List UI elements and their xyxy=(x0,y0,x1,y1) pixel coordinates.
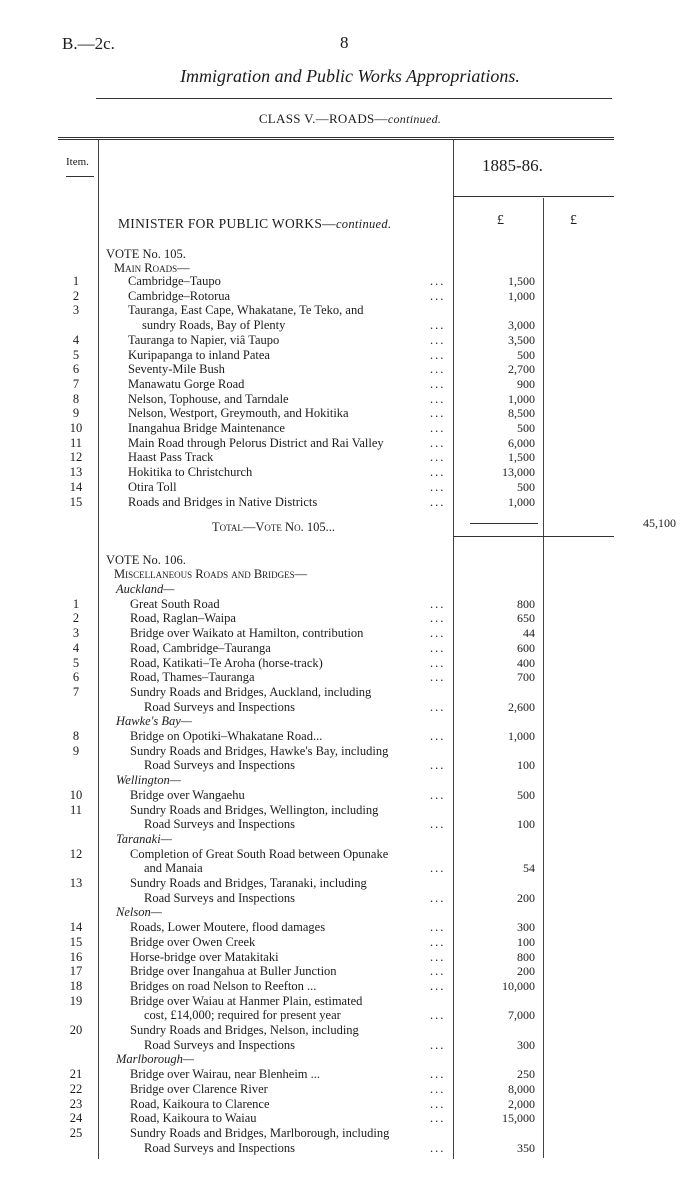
item-number: 3 xyxy=(72,303,80,318)
leader-dots: ... xyxy=(430,406,446,421)
table-top-rule-2 xyxy=(58,139,614,140)
item-description: Completion of Great South Road between Opunake xyxy=(130,846,389,861)
item-number: 18 xyxy=(69,978,83,993)
item-number: 15 xyxy=(69,494,83,509)
item-description-continued: Road Surveys and Inspections xyxy=(144,1037,296,1052)
item-description: Tauranga, East Cape, Whakatane, Te Teko, and xyxy=(128,303,364,318)
leader-dots: ... xyxy=(430,949,446,964)
item-amount: 900 xyxy=(517,376,535,391)
leader-dots: ... xyxy=(430,376,446,391)
item-description: Main Road through Pelorus District and Rai Valley xyxy=(128,435,384,450)
vote-106-title: VOTE No. 106. xyxy=(106,553,186,567)
table-top-rule xyxy=(58,137,614,138)
item-description: Road, Thames–Tauranga xyxy=(130,670,255,685)
item-amount: 1,000 xyxy=(508,288,535,303)
item-amount: 100 xyxy=(517,817,535,832)
item-number: 4 xyxy=(72,332,80,347)
class-heading: CLASS V.—ROADS—continued. xyxy=(258,111,442,126)
item-number: 5 xyxy=(72,347,80,362)
item-description: Nelson, Westport, Greymouth, and Hokitika xyxy=(128,406,349,421)
item-description: Road, Raglan–Waipa xyxy=(130,611,236,626)
item-description: Road, Kaikoura to Clarence xyxy=(130,1096,270,1111)
vote-105-title: VOTE No. 105. xyxy=(106,247,186,261)
item-number: 17 xyxy=(69,964,83,979)
item-amount: 500 xyxy=(517,479,535,494)
leader-dots: ... xyxy=(430,362,446,377)
ministry-heading: MINISTER FOR PUBLIC WORKS—continued. xyxy=(118,216,392,231)
leader-dots: ... xyxy=(430,1140,446,1155)
item-column-divider xyxy=(98,139,99,1159)
leader-dots: ... xyxy=(430,611,446,626)
item-description: Road, Kaikoura to Waiau xyxy=(130,1111,257,1126)
item-amount: 100 xyxy=(517,758,535,773)
item-amount: 200 xyxy=(517,890,535,905)
item-description-continued: Road Surveys and Inspections xyxy=(144,817,296,832)
leader-dots: ... xyxy=(430,1008,446,1023)
leader-dots: ... xyxy=(430,817,446,832)
region-heading: Marlborough— xyxy=(116,1052,195,1067)
item-number: 15 xyxy=(69,934,83,949)
item-description: Kuripapanga to inland Patea xyxy=(128,347,270,362)
item-description-continued: Road Surveys and Inspections xyxy=(144,890,296,905)
leader-dots: ... xyxy=(430,920,446,935)
title-rule xyxy=(96,98,612,99)
document-reference: B.—2c. xyxy=(62,34,115,53)
item-description: Horse-bridge over Matakitaki xyxy=(130,949,279,964)
item-number: 20 xyxy=(69,1023,83,1037)
item-number: 8 xyxy=(72,729,80,743)
item-number: 6 xyxy=(72,362,80,377)
item-description: Bridge over Wangaehu xyxy=(130,787,245,802)
item-number: 13 xyxy=(69,465,83,480)
item-header-rule xyxy=(66,176,94,177)
item-description: Bridge over Clarence River xyxy=(130,1081,268,1096)
item-description-continued: Road Surveys and Inspections xyxy=(144,758,296,773)
vote-105-end-rule xyxy=(453,536,614,537)
leader-dots: ... xyxy=(430,1067,446,1082)
item-description: Cambridge–Rotorua xyxy=(128,288,231,303)
leader-dots: ... xyxy=(430,421,446,435)
item-description: Nelson, Tophouse, and Tarndale xyxy=(128,391,289,406)
item-number: 7 xyxy=(72,376,80,391)
item-number: 1 xyxy=(72,596,80,611)
leader-dots: ... xyxy=(430,861,446,876)
item-number: 10 xyxy=(69,421,83,435)
item-number: 10 xyxy=(69,787,83,802)
item-number: 19 xyxy=(69,993,83,1008)
leader-dots: ... xyxy=(430,347,446,362)
leader-dots: ... xyxy=(430,655,446,670)
item-description: Sundry Roads and Bridges, Auckland, including xyxy=(130,684,372,699)
item-number: 16 xyxy=(69,949,83,964)
item-amount: 1,000 xyxy=(508,391,535,406)
leader-dots: ... xyxy=(430,494,446,509)
leader-dots: ... xyxy=(430,626,446,641)
item-amount: 700 xyxy=(517,670,535,685)
leader-dots: ... xyxy=(430,332,446,347)
item-number: 4 xyxy=(72,640,80,655)
leader-dots: ... xyxy=(430,391,446,406)
leader-dots: ... xyxy=(430,964,446,979)
leader-dots: ... xyxy=(430,288,446,303)
item-description: Hokitika to Christchurch xyxy=(128,465,253,480)
region-heading: Taranaki— xyxy=(116,831,172,846)
item-amount: 600 xyxy=(517,640,535,655)
item-number: 7 xyxy=(72,684,80,699)
item-description-continued: Road Surveys and Inspections xyxy=(144,699,296,714)
item-number: 8 xyxy=(72,391,80,406)
item-number: 24 xyxy=(69,1111,83,1126)
item-amount: 300 xyxy=(517,1037,535,1052)
leader-dots: ... xyxy=(430,596,446,611)
item-description: Sundry Roads and Bridges, Marlborough, including xyxy=(130,1125,390,1140)
item-amount: 54 xyxy=(523,861,535,876)
item-description: Seventy-Mile Bush xyxy=(128,362,225,377)
item-column-header: Item. xyxy=(66,156,89,168)
leader-dots: ... xyxy=(430,450,446,465)
item-number: 25 xyxy=(69,1125,83,1140)
item-amount: 2,700 xyxy=(508,362,535,377)
item-description: Tauranga to Napier, viâ Taupo xyxy=(128,332,280,347)
item-description: Bridge over Owen Creek xyxy=(130,934,256,949)
vote-105-total-rule xyxy=(470,523,538,524)
item-description: Bridge over Waiau at Hanmer Plain, estimated xyxy=(130,993,363,1008)
item-description: Bridges on road Nelson to Reefton ... xyxy=(130,978,317,993)
item-amount: 8,500 xyxy=(508,406,535,421)
leader-dots: ... xyxy=(430,699,446,714)
leader-dots: ... xyxy=(430,465,446,480)
item-description: Bridge over Inangahua at Buller Junction xyxy=(130,964,337,979)
pound-sign-col2: £ xyxy=(570,213,577,228)
item-description: Cambridge–Taupo xyxy=(128,274,221,288)
item-amount: 6,000 xyxy=(508,435,535,450)
item-description: Roads, Lower Moutere, flood damages xyxy=(130,920,326,935)
total-column-divider xyxy=(543,198,544,1158)
item-amount: 650 xyxy=(517,611,535,626)
leader-dots: ... xyxy=(430,934,446,949)
leader-dots: ... xyxy=(430,1037,446,1052)
item-amount: 250 xyxy=(517,1067,535,1082)
item-number: 3 xyxy=(72,626,80,641)
item-number: 6 xyxy=(72,670,80,685)
page-number: 8 xyxy=(340,33,349,52)
item-amount: 13,000 xyxy=(502,465,535,480)
pound-sign-col1: £ xyxy=(497,213,504,228)
leader-dots: ... xyxy=(430,978,446,993)
item-amount: 200 xyxy=(517,964,535,979)
item-number: 22 xyxy=(69,1081,83,1096)
item-amount: 3,000 xyxy=(508,318,535,333)
region-heading: Hawke's Bay— xyxy=(116,714,192,729)
item-number: 12 xyxy=(69,846,83,861)
item-number: 12 xyxy=(69,450,83,465)
year-column-header: 1885-86. xyxy=(482,156,543,175)
item-description: Inangahua Bridge Maintenance xyxy=(128,421,285,435)
item-description: Bridge over Waikato at Hamilton, contribution xyxy=(130,626,364,641)
item-number: 1 xyxy=(72,274,80,288)
item-description: Sundry Roads and Bridges, Nelson, including xyxy=(130,1023,359,1037)
leader-dots: ... xyxy=(430,1111,446,1126)
year-header-rule xyxy=(453,196,614,197)
item-number: 14 xyxy=(69,920,83,935)
item-description: Haast Pass Track xyxy=(128,450,214,465)
item-description: Roads and Bridges in Native Districts xyxy=(128,494,318,509)
item-amount: 800 xyxy=(517,596,535,611)
leader-dots: ... xyxy=(430,758,446,773)
item-number: 2 xyxy=(72,288,80,303)
item-amount: 2,000 xyxy=(508,1096,535,1111)
item-number: 5 xyxy=(72,655,80,670)
item-description: Road, Cambridge–Tauranga xyxy=(130,640,271,655)
leader-dots: ... xyxy=(430,318,446,333)
item-amount: 3,500 xyxy=(508,332,535,347)
item-number: 11 xyxy=(69,435,83,450)
leader-dots: ... xyxy=(430,787,446,802)
item-amount: 500 xyxy=(517,347,535,362)
item-amount: 350 xyxy=(517,1140,535,1155)
leader-dots: ... xyxy=(430,729,446,743)
vote-105-total-amount: 45,100 xyxy=(643,516,676,530)
item-amount: 300 xyxy=(517,920,535,935)
item-amount: 1,000 xyxy=(508,494,535,509)
item-amount: 44 xyxy=(523,626,535,641)
item-amount: 1,500 xyxy=(508,450,535,465)
item-description-continued: sundry Roads, Bay of Plenty xyxy=(142,318,286,333)
item-amount: 1,500 xyxy=(508,274,535,288)
item-description: Otira Toll xyxy=(128,479,177,494)
item-amount: 7,000 xyxy=(508,1008,535,1023)
item-amount: 10,000 xyxy=(502,978,535,993)
item-description-continued: and Manaia xyxy=(144,861,203,876)
item-number: 9 xyxy=(72,743,80,758)
item-number: 13 xyxy=(69,876,83,890)
vote-105-total-label: Total—Vote No. 105... xyxy=(212,520,335,534)
item-description: Sundry Roads and Bridges, Wellington, including xyxy=(130,802,379,817)
item-description-continued: cost, £14,000; required for present year xyxy=(144,1008,341,1023)
item-description: Road, Katikati–Te Aroha (horse-track) xyxy=(130,655,323,670)
item-description-continued: Road Surveys and Inspections xyxy=(144,1140,296,1155)
page-title: Immigration and Public Works Appropriations. xyxy=(180,66,520,86)
item-description: Manawatu Gorge Road xyxy=(128,376,245,391)
item-amount: 15,000 xyxy=(502,1111,535,1126)
item-number: 23 xyxy=(69,1096,83,1111)
item-description: Bridge on Opotiki–Whakatane Road... xyxy=(130,729,323,743)
item-description: Sundry Roads and Bridges, Hawke's Bay, including xyxy=(130,743,389,758)
leader-dots: ... xyxy=(430,1081,446,1096)
item-number: 9 xyxy=(72,406,80,421)
item-amount: 8,000 xyxy=(508,1081,535,1096)
region-heading: Wellington— xyxy=(116,773,181,788)
leader-dots: ... xyxy=(430,640,446,655)
leader-dots: ... xyxy=(430,274,446,288)
region-heading: Nelson— xyxy=(116,905,162,920)
item-amount: 100 xyxy=(517,934,535,949)
item-amount: 500 xyxy=(517,421,535,435)
item-number: 2 xyxy=(72,611,80,626)
leader-dots: ... xyxy=(430,890,446,905)
leader-dots: ... xyxy=(430,479,446,494)
leader-dots: ... xyxy=(430,435,446,450)
amount-column-divider xyxy=(453,139,454,1159)
leader-dots: ... xyxy=(430,1096,446,1111)
item-number: 11 xyxy=(69,802,83,817)
vote-106-subtitle: Miscellaneous Roads and Bridges— xyxy=(114,567,308,581)
region-heading: Auckland— xyxy=(116,582,175,596)
item-description: Bridge over Wairau, near Blenheim ... xyxy=(130,1067,321,1082)
item-amount: 1,000 xyxy=(508,729,535,743)
item-amount: 800 xyxy=(517,949,535,964)
vote-105-subtitle: Main Roads— xyxy=(114,261,190,275)
item-description: Sundry Roads and Bridges, Taranaki, including xyxy=(130,876,367,890)
item-description: Great South Road xyxy=(130,596,220,611)
item-amount: 500 xyxy=(517,787,535,802)
leader-dots: ... xyxy=(430,670,446,685)
item-number: 21 xyxy=(69,1067,83,1082)
item-number: 14 xyxy=(69,479,83,494)
item-amount: 400 xyxy=(517,655,535,670)
item-amount: 2,600 xyxy=(508,699,535,714)
